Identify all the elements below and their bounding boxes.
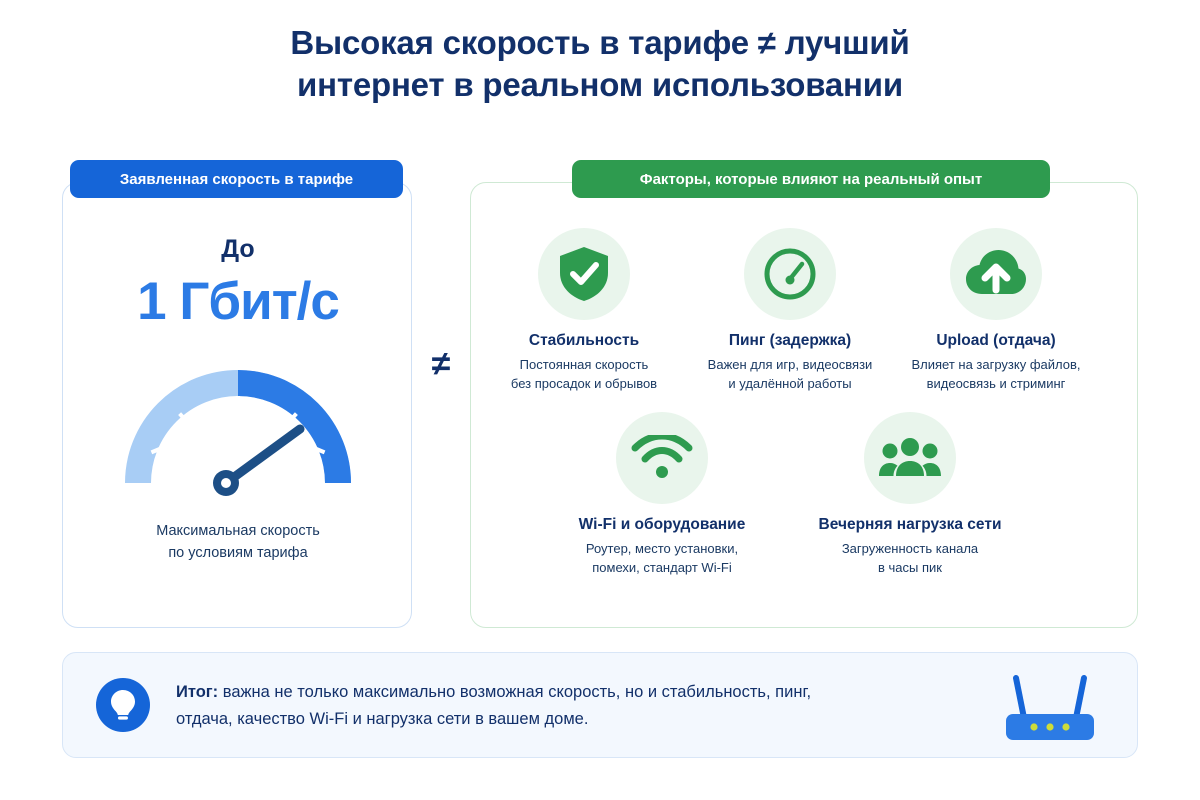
declared-speed-badge: Заявленная скорость в тарифе — [70, 160, 403, 198]
factor-description — [556, 540, 768, 578]
factor-title: Upload (отдача) — [936, 332, 1056, 349]
declared-speed-card — [62, 182, 412, 628]
factor-ping — [684, 228, 896, 394]
factor-desc-line-1: Постоянная скорость — [519, 357, 649, 372]
users-group-icon — [864, 412, 956, 504]
declared-speed-value: 1 Гбит/с — [137, 272, 339, 331]
summary-label: Итог: — [176, 683, 219, 701]
factor-desc-line-2: в часы пик — [878, 559, 942, 575]
not-equal-separator: ≠ — [431, 345, 451, 383]
wifi-router-icon — [990, 672, 1110, 744]
factor-desc-line-1: Важен для игр, видеосвязи — [707, 357, 873, 372]
declared-speed-caption — [63, 521, 413, 565]
wifi-icon — [616, 412, 708, 504]
summary-line-2: отдача, качество Wi-Fi и нагрузка сети в вашем доме. — [176, 710, 589, 729]
real-experience-badge: Факторы, которые влияют на реальный опыт — [572, 160, 1050, 198]
factor-desc-line-2: и удалённой работы — [728, 375, 852, 391]
factor-description — [890, 356, 1102, 394]
factor-stability — [478, 228, 690, 394]
summary-text — [176, 679, 956, 733]
page-title-line-1: Высокая скорость в тарифе ≠ лучший — [290, 24, 910, 61]
declared-speed-caption-line-2: по условиям тарифа — [168, 544, 308, 561]
declared-speed-caption-line-1: Максимальная скорость — [156, 523, 320, 539]
cloud-upload-icon — [950, 228, 1042, 320]
factor-upload — [890, 228, 1102, 394]
shield-check-icon — [538, 228, 630, 320]
lightbulb-icon — [96, 678, 150, 732]
factor-title: Пинг (задержка) — [728, 332, 852, 349]
factor-title: Стабильность — [528, 332, 640, 349]
factor-description — [804, 540, 1016, 578]
page-title-line-2: интернет в реальном использовании — [297, 66, 903, 104]
factor-description — [478, 356, 690, 394]
factor-title: Wi-Fi и оборудование — [578, 516, 746, 533]
factor-desc-line-2: помехи, стандарт Wi-Fi — [592, 559, 732, 575]
page-title — [0, 22, 1200, 106]
factor-desc-line-1: Роутер, место установки, — [585, 541, 739, 556]
factor-description — [684, 356, 896, 394]
factor-desc-line-2: без просадок и обрывов — [510, 375, 658, 391]
factor-evening-load — [804, 412, 1016, 578]
factor-desc-line-1: Загруженность канала — [841, 541, 979, 556]
speedometer-gauge-icon — [118, 351, 358, 501]
factor-wifi-equipment — [556, 412, 768, 578]
declared-speed-prefix: До — [221, 235, 255, 263]
factor-desc-line-2: видеосвязь и стриминг — [926, 375, 1066, 391]
summary-line-1: важна не только максимально возможная скорость, но и стабильность, пинг, — [218, 683, 812, 701]
factor-desc-line-1: Влияет на загрузку файлов, — [911, 357, 1081, 372]
factor-title: Вечерняя нагрузка сети — [818, 516, 1002, 533]
speedometer-icon — [744, 228, 836, 320]
